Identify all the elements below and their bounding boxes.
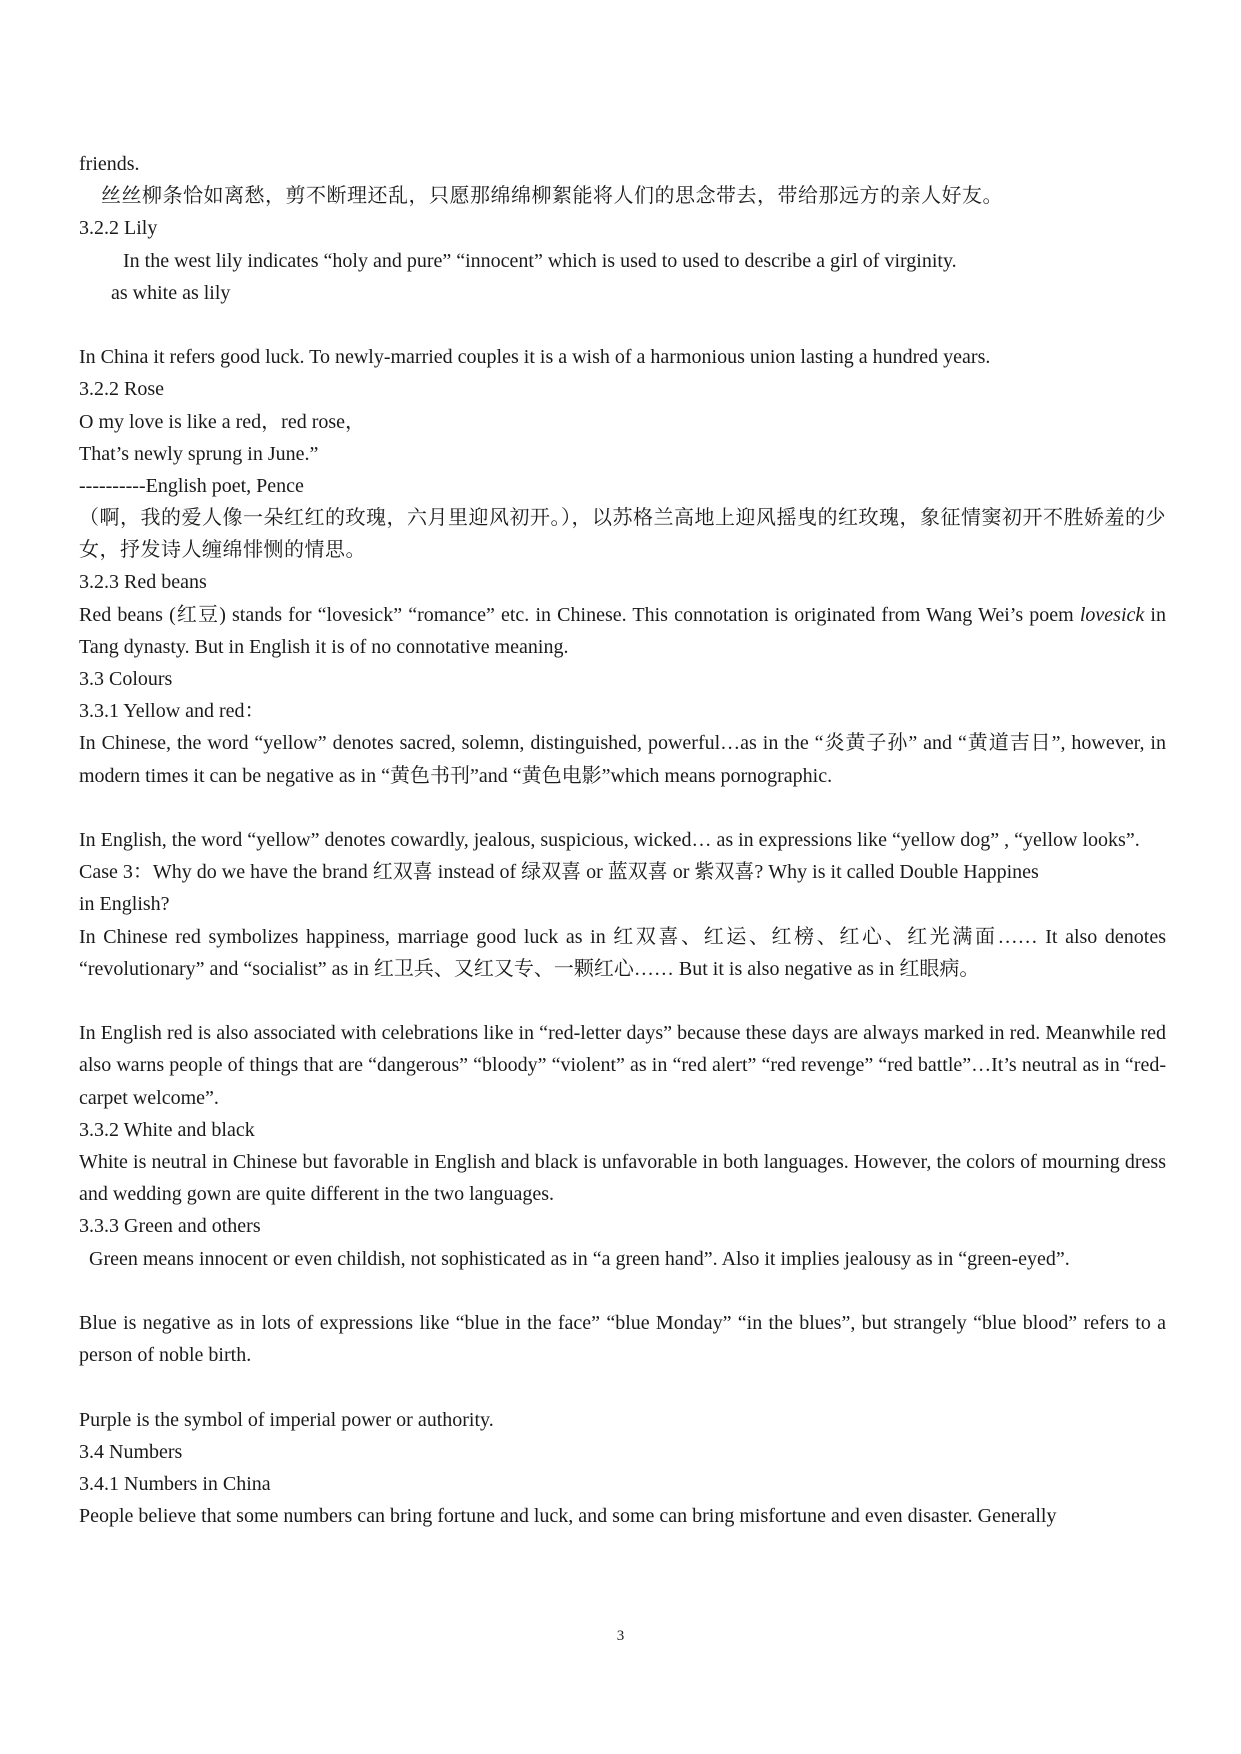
paragraph: In Chinese red symbolizes happiness, marriage good luck as in 红双喜、红运、红榜、红心、红光满面…… It also denotes “revolutionary” and “socialist” as in 红卫兵、又红又专、一颗红心…… But it is also negative as in 红眼病。 (79, 925, 1166, 980)
poem-title: lovesick (1079, 603, 1145, 626)
case-question: in English? (79, 893, 170, 916)
chinese-paragraph: 丝丝柳条恰如离愁，剪不断理还乱，只愿那绵绵柳絮能将人们的思念带去，带给那远方的亲人好友。 (101, 185, 1003, 208)
section-heading: 3.4.1 Numbers in China (79, 1472, 271, 1495)
section-heading: 3.2.2 Lily (79, 217, 158, 240)
paragraph: White is neutral in Chinese but favorable in English and black is unfavorable in both languages. However, the colors of mourning dress and wedding gown are quite different in the two languages. (79, 1151, 1166, 1206)
text-line: In the west lily indicates “holy and pure” “innocent” which is used to used to describe a girl of virginity. (123, 249, 957, 272)
text-line: People believe that some numbers can bring fortune and luck, and some can bring misfortune and even disaster. Generally (79, 1505, 1057, 1528)
chinese-paragraph: （啊，我的爱人像一朵红红的玫瑰，六月里迎风初开。），以苏格兰高地上迎风摇曳的红玫瑰，象征情窦初开不胜娇羞的少女，抒发诗人缠绵悱恻的情思。 (79, 507, 1166, 562)
poem-line: O my love is like a red，red rose， (79, 410, 366, 433)
text-line: as white as lily (111, 281, 231, 304)
blank-line (79, 792, 1169, 824)
paragraph (79, 599, 1166, 663)
blank-line (79, 1371, 1169, 1403)
section-heading: 3.3.3 Green and others (79, 1215, 261, 1238)
blank-line (79, 1275, 1169, 1307)
blank-line (79, 985, 1169, 1017)
case-question: Case 3：Why do we have the brand 红双喜 instead of 绿双喜 or 蓝双喜 or 紫双喜? Why is it called Double Happines (79, 861, 1039, 884)
text-line: friends. (79, 153, 140, 175)
section-heading: 3.3.2 White and black (79, 1118, 255, 1141)
section-heading: 3.3 Colours (79, 668, 173, 691)
poem-attribution: ----------English poet, Pence (79, 474, 304, 497)
text-line: In China it refers good luck. To newly-married couples it is a wish of a harmonious union lasting a hundred years. (79, 346, 991, 369)
paragraph: Blue is negative as in lots of expressions like “blue in the face” “blue Monday” “in the blues”, but strangely “blue blood” refers to a person of noble birth. (79, 1311, 1166, 1367)
section-heading: 3.4 Numbers (79, 1440, 183, 1463)
section-heading: 3.2.3 Red beans (79, 571, 207, 594)
text-line: Purple is the symbol of imperial power or authority. (79, 1408, 494, 1431)
paragraph: In English, the word “yellow” denotes cowardly, jealous, suspicious, wicked… as in expressions like “yellow dog” , “yellow looks”. (79, 829, 1140, 852)
paragraph-text: Red beans (红豆) stands for “lovesick” “romance” etc. in Chinese. This connotation is originated from Wang Wei’s poem (79, 603, 1080, 626)
section-heading: 3.2.2 Rose (79, 378, 164, 401)
page-number: 3 (616, 1628, 625, 1644)
paragraph-text: in Tang dynasty. But in English it is of no connotative meaning. (79, 603, 1166, 658)
document-body (79, 148, 1169, 1532)
blank-line (79, 309, 1169, 341)
text-line: Green means innocent or even childish, not sophisticated as in “a green hand”. Also it implies jealousy as in “green-eyed”. (89, 1247, 1070, 1270)
section-heading: 3.3.1 Yellow and red： (79, 700, 265, 723)
poem-line: That’s newly sprung in June.” (79, 442, 319, 465)
paragraph: In Chinese, the word “yellow” denotes sacred, solemn, distinguished, powerful…as in the “炎黄子孙” and “黄道吉日”, however, in modern times it can be negative as in “黄色书刊”and “黄色电影”which means pornographic. (79, 732, 1166, 787)
paragraph: In English red is also associated with celebrations like in “red-letter days” because these days are always marked in red. Meanwhile red also warns people of things that are “dangerous” “bloody” “violent” as in “red alert” “red revenge” “red battle”…It’s neutral as in “red-carpet welcome”. (79, 1022, 1166, 1109)
